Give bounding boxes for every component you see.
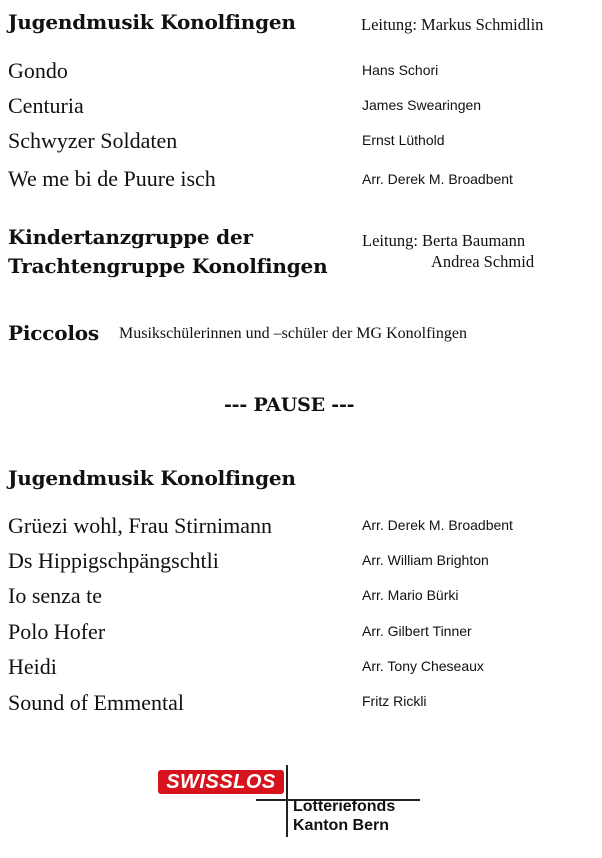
section2-leader-line2: Andrea Schmid <box>431 252 535 271</box>
logo-divider-vertical <box>286 765 288 837</box>
program-piece-composer: Arr. Derek M. Broadbent <box>362 517 513 533</box>
program-piece-composer: James Swearingen <box>362 97 482 113</box>
program-piece-title: Ds Hippigschpängschtli <box>8 548 219 573</box>
program-piece-composer: Hans Schori <box>362 62 439 78</box>
pause-label: --- PAUSE --- <box>224 394 355 416</box>
section3-subtitle: Musikschülerinnen und –schüler der MG Konolfingen <box>119 325 467 342</box>
section2-title-line1: Kindertanzgruppe der <box>8 225 253 249</box>
program-piece-composer: Arr. Gilbert Tinner <box>362 623 472 639</box>
section2-title-line2: Trachtengruppe Konolfingen <box>8 254 328 278</box>
section1-leader: Leitung: Markus Schmidlin <box>361 15 544 34</box>
section4-title: Jugendmusik Konolfingen <box>8 466 296 490</box>
swisslos-logo: SWISSLOS <box>158 770 284 794</box>
sponsor-line1: Lotteriefonds <box>293 798 396 815</box>
section2-leader-line1: Leitung: Berta Baumann <box>362 231 526 250</box>
program-piece-title: Grüezi wohl, Frau Stirnimann <box>8 513 272 538</box>
program-piece-title: We me bi de Puure isch <box>8 166 216 191</box>
sponsor-line2: Kanton Bern <box>293 817 389 834</box>
program-piece-title: Centuria <box>8 93 84 118</box>
program-piece-composer: Arr. Tony Cheseaux <box>362 658 484 674</box>
section1-title: Jugendmusik Konolfingen <box>8 10 296 34</box>
program-piece-title: Polo Hofer <box>8 619 106 644</box>
program-piece-composer: Fritz Rickli <box>362 693 427 709</box>
program-piece-title: Sound of Emmental <box>8 690 184 715</box>
program-piece-composer: Arr. Derek M. Broadbent <box>362 171 513 187</box>
program-piece-composer: Ernst Lüthold <box>362 132 445 148</box>
program-piece-title: Schwyzer Soldaten <box>8 128 178 153</box>
program-piece-title: Io senza te <box>8 583 103 608</box>
program-piece-title: Gondo <box>8 58 68 83</box>
section3-title: Piccolos <box>8 321 99 345</box>
program-piece-composer: Arr. William Brighton <box>362 552 489 568</box>
program-piece-composer: Arr. Mario Bürki <box>362 587 459 603</box>
program-piece-title: Heidi <box>8 654 57 679</box>
